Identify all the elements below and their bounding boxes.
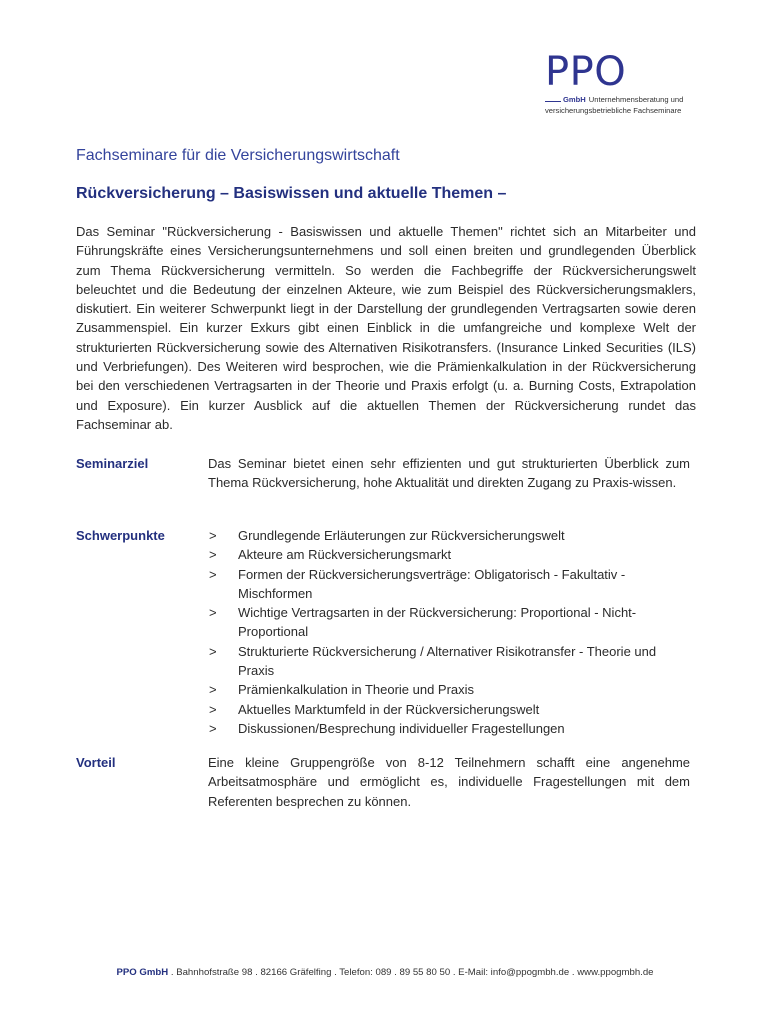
list-item: > Prämienkalkulation in Theorie und Praxis (208, 680, 690, 699)
logo-gmbh: GmbH (563, 95, 586, 104)
logo-mark: PPO (545, 49, 627, 95)
logo-tagline (545, 94, 745, 116)
series-title: Fachseminare für die Versicherungswirtschaft (76, 147, 400, 164)
section-label-seminarziel: Seminarziel (76, 456, 149, 471)
footer-details: . Bahnhofstraße 98 . 82166 Gräfelfing . Telefon: 089 . 89 55 80 50 . E-Mail: info@ppogmbh.de . www.ppogmbh.de (168, 967, 654, 978)
footer-company: PPO GmbH (116, 967, 169, 978)
schwerpunkte-body (208, 526, 690, 738)
list-item: > Grundlegende Erläuterungen zur Rückversicherungswelt (208, 526, 690, 545)
list-item: > Aktuelles Marktumfeld in der Rückversicherungswelt (208, 700, 690, 719)
section-label-schwerpunkte: Schwerpunkte (76, 528, 165, 543)
list-item: > Wichtige Vertragsarten in der Rückversicherung: Proportional - Nicht-Proportional (209, 605, 637, 640)
section-label-vorteil: Vorteil (76, 755, 116, 770)
bullet-marker: > (209, 605, 217, 621)
logo-rule (545, 101, 561, 102)
seminarziel-text: Das Seminar bietet einen sehr effizienten und gut strukturierten Überblick zum Thema Rückversicherung, hohe Aktualität und direkten Zugang zu Praxis-wissen. (208, 456, 690, 491)
bullet-marker: > (209, 701, 217, 717)
list-item: > Diskussionen/Besprechung individueller Fragestellungen (208, 719, 690, 738)
bullet-marker: > (209, 547, 217, 563)
logo-tagline-1: Unternehmensberatung und (588, 95, 684, 104)
bullet-marker: > (209, 566, 217, 582)
list-item: > Akteure am Rückversicherungsmarkt (208, 545, 690, 564)
bullet-marker: > (209, 528, 217, 543)
bullet-marker: > (209, 682, 217, 698)
list-item: > Formen der Rückversicherungsverträge: Obligatorisch - Fakultativ - Mischformen (209, 566, 626, 601)
intro-paragraph: Das Seminar "Rückversicherung - Basiswissen und aktuelle Themen" richtet sich an Mitarbeiter und Führungskräfte eines Versicherungsunternehmens und soll einen breiten und grundlegenden Überblick zum Thema Rückversicherung vermitteln. So werden die Fachbegriffe der Rückversicherungswelt beleuchtet und die Bedeutung der einzelnen Akteure, wie zum Beispiel des Rückversicherungsmaklers, diskutiert. Ein weiterer Schwerpunkt liegt in der Darstellung der grundlegenden Vertragsarten sowie deren Zusammenspiel. Ein kurzer Exkurs gibt einen Einblick in die umfangreiche und komplexe Welt der strukturierten Rückversicherung sowie des Alternativen Risikotransfers. (Insurance Linked Securities (ILS) und Verbriefungen). Des Weiteren wird besprochen, wie die Prämienkalkulation in der Rückversicherung bei den verschiedenen Vertragsarten in der Theorie und Praxis erfolgt (u. a. Burning Costs, Extrapolation und Exposure). Ein kurzer Ausblick auf die aktuellen Themen der Rückversicherung rundet das Fachseminar ab. (76, 224, 696, 432)
company-logo (545, 49, 745, 116)
bullet-marker: > (209, 720, 217, 736)
list-item: > Strukturierte Rückversicherung / Alternativer Risikotransfer - Theorie und Praxis (209, 643, 657, 679)
schwerpunkte-list (208, 526, 690, 738)
bullet-marker: > (209, 643, 217, 659)
page-title: Rückversicherung – Basiswissen und aktuelle Themen – (76, 185, 507, 202)
logo-tagline-2: versicherungsbetriebliche Fachseminare (545, 106, 682, 115)
footer (0, 967, 770, 978)
vorteil-text: Eine kleine Gruppengröße von 8-12 Teilnehmern schafft eine angenehme Arbeitsatmosphäre und ermöglicht es, individuelle Fragestellungen mit dem Referenten besprechen zu können. (208, 755, 690, 809)
